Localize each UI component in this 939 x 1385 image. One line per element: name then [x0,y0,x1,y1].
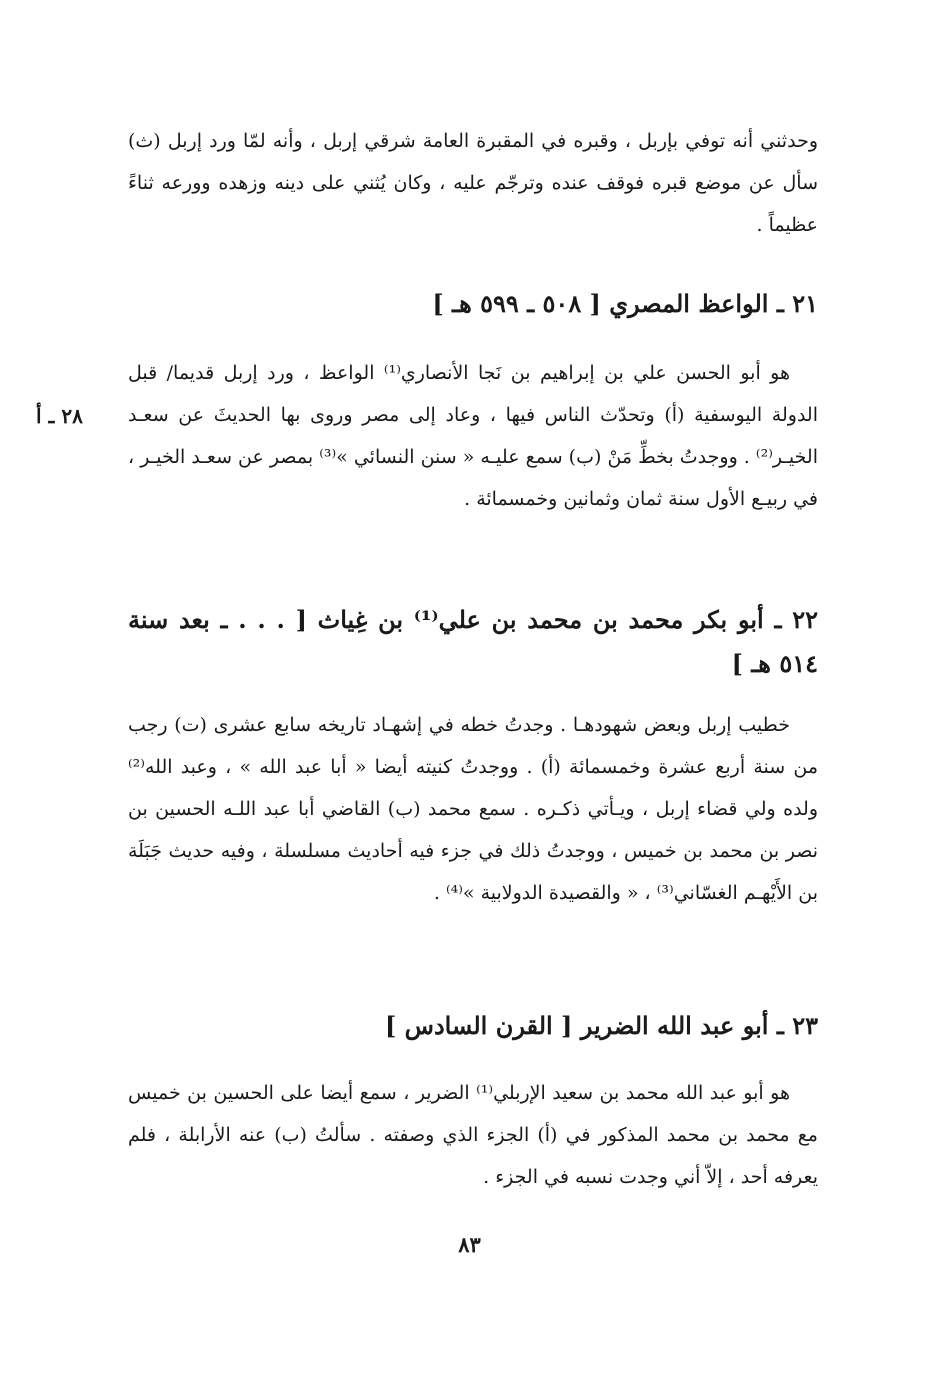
entry-21-paragraph: هو أبو الحسن علي بن إبراهيم بن نَجا الأنصاري⁽¹⁾ الواعظ ، ورد إربل قديما/ قبل الدولة اليوسفية (أ) وتحدّث الناس فيها ، وعاد إلى مصر وروى بها الحديثَ عن سعـد الخيـر⁽²⁾ . ووجدتُ بخطِّ مَنْ (ب) سمع عليـه « سنن النسائي »⁽³⁾ بمصر عن سعـد الخيـر ، في ربيـع الأول سنة ثمان وثمانين وخمسمائة . [128,362,818,510]
intro-section [128,120,818,246]
margin-folio-note: ٢٨ ـ أ [36,404,83,428]
entry-23-heading-block [128,1004,818,1048]
entry-22-heading: ٢٢ ـ أبو بكر محمد بن محمد بن علي⁽¹⁾ بن غِياث [ . . . ـ بعد سنة ٥١٤ هـ ] [128,605,818,678]
entry-23-paragraph: هو أبو عبد الله محمد بن سعيد الإربلي⁽¹⁾ الضرير ، سمع أيضا على الحسين بن خميس مع محمد بن محمد المذكور في (أ) الجزء الذي وصفته . سألتُ (ب) عنه الأرابلة ، فلم يعرفه أحد ، إلاّ أني وجدت نسبه في الجزء . [128,1082,818,1188]
entry-21-section [128,352,818,520]
entry-22-section [128,704,818,914]
page-number: ٨٣ [458,1232,481,1257]
entry-23-heading: ٢٣ ـ أبو عبد الله الضرير [ القرن السادس ] [384,1011,818,1040]
entry-21-heading-block [128,282,818,326]
entry-22-paragraph: خطيب إربل وبعض شهودهـا . وجدتُ خطه في إشهـاد تاريخه سابع عشرى (ت) رجب من سنة أربع عشرة وخمسمائة (أ) . ووجدتُ كنيته أيضا « أبا عبد الله » ، وعبد الله⁽²⁾ ولده ولي قضاء إربل ، ويـأتي ذكـره . سمع محمد (ب) القاضي أبا عبد اللـه الحسين بن نصر بن محمد بن خميس ، ووجدتُ ذلك في جزء فيه أحاديث مسلسلة ، وفيه حديث جَبَلَة بن الأَيْهـم الغسّاني⁽³⁾ ، « والقصيدة الدولابية »⁽⁴⁾ . [128,714,818,904]
entry-22-heading-block [128,598,818,686]
entry-23-section [128,1072,818,1198]
entry-21-heading: ٢١ ـ الواعظ المصري [ ٥٠٨ ـ ٥٩٩ هـ ] [432,289,818,318]
intro-paragraph: وحدثني أنه توفي بإربل ، وقبره في المقبرة العامة شرقي إربل ، وأنه لمّا ورد إربل (ث) سأل عن موضع قبره فوقف عنده وترجّم عليه ، وكان يُثني على دينه وزهده وورعه ثناءً عظيماً . [128,130,818,236]
